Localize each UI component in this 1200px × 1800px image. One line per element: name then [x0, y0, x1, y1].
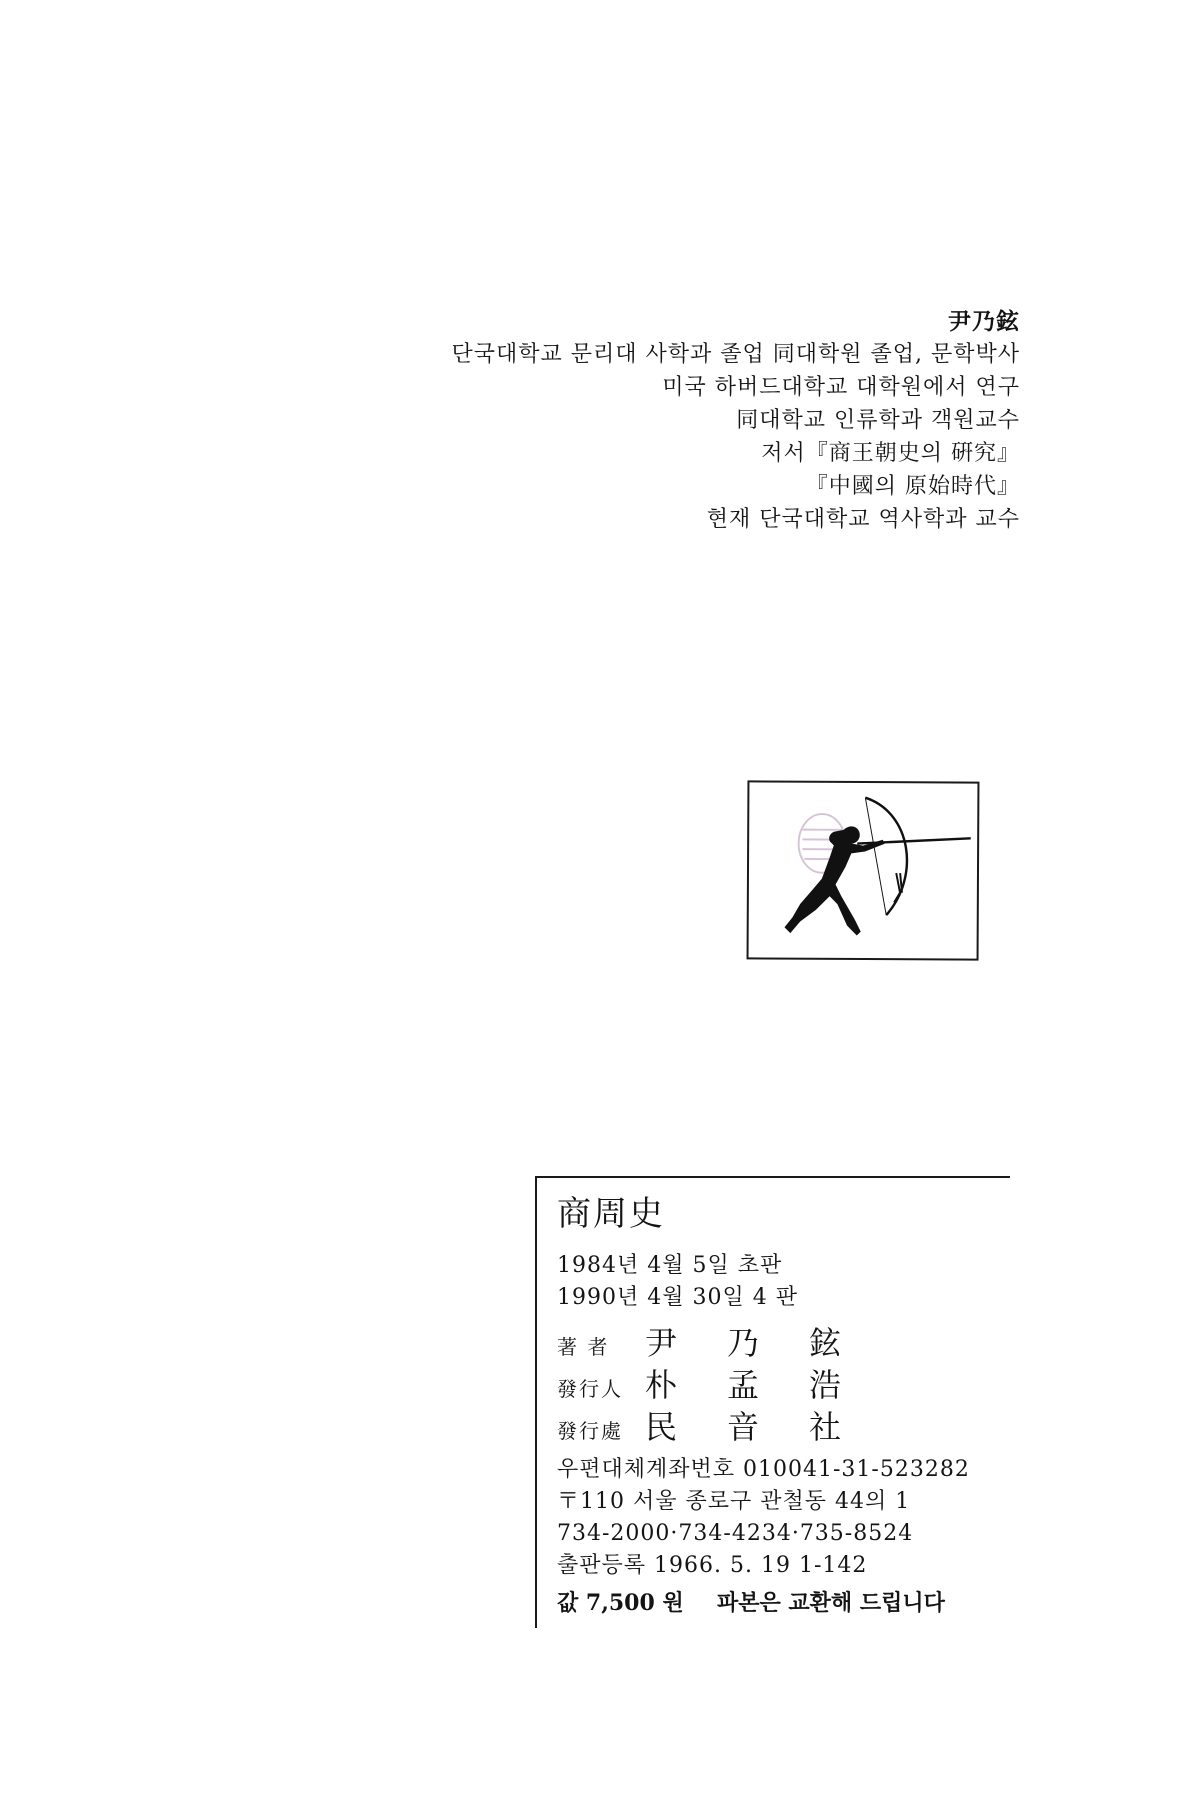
price: 값 7,500 원	[557, 1590, 684, 1616]
author-bio-line: 현재 단국대학교 역사학과 교수	[706, 507, 1020, 532]
edition-line: 1990년 4월 30일 4 판	[557, 1285, 798, 1310]
edition-line: 1984년 4월 5일 초판	[557, 1253, 783, 1278]
colophon-left-rule	[535, 1176, 537, 1628]
publisher-name: 民音社	[645, 1408, 892, 1446]
author-row	[557, 1318, 1007, 1362]
role-label: 著 者	[557, 1335, 610, 1359]
publisher-person-row	[557, 1360, 1007, 1404]
author-bio-line: 단국대학교 문리대 사학과 졸업 同대학원 졸업, 문학박사	[451, 342, 1020, 367]
author-bio-line: 『中國의 原始時代』	[805, 474, 1020, 499]
registration-line: 출판등록 1966. 5. 19 1-142	[557, 1553, 868, 1578]
author-info	[300, 305, 1020, 536]
postal-account-line: 우편대체계좌번호 010041-31-523282	[557, 1457, 970, 1482]
author-name: 尹乃鉉	[948, 308, 1020, 335]
phone-line: 734-2000·734-4234·735-8524	[557, 1521, 914, 1546]
author-bio-line: 同대학교 인류학과 객원교수	[736, 408, 1020, 433]
publisher-logo-archer	[747, 780, 980, 960]
role-label: 發行人	[557, 1377, 623, 1401]
archer-icon	[749, 782, 978, 958]
book-title: 商周史	[557, 1194, 665, 1234]
role-label: 發行處	[557, 1419, 623, 1443]
colophon-top-rule	[535, 1176, 1010, 1178]
person-name: 朴孟浩	[645, 1366, 892, 1404]
price-row	[557, 1586, 1007, 1620]
publisher-house-row	[557, 1402, 1007, 1446]
exchange-notice: 파본은 교환해 드립니다	[717, 1590, 945, 1616]
author-bio-line: 미국 하버드대학교 대학원에서 연구	[662, 375, 1020, 400]
author-bio-line: 저서『商王朝史의 硏究』	[761, 441, 1020, 466]
address-line: 〒110 서울 종로구 관철동 44의 1	[557, 1489, 911, 1514]
person-name: 尹乃鉉	[645, 1324, 892, 1362]
colophon	[535, 1176, 1010, 1628]
